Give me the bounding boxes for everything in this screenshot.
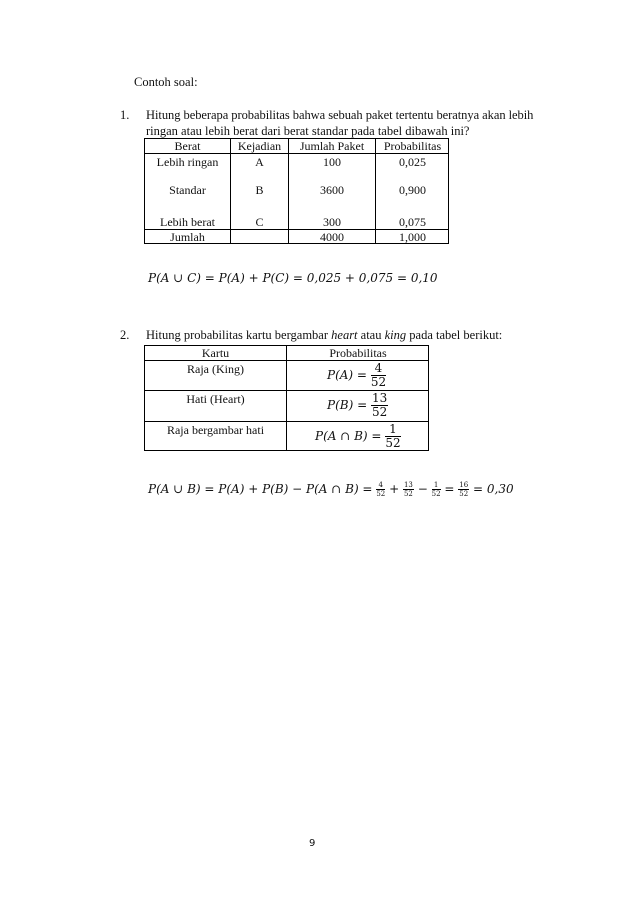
fraction-denominator: 52 bbox=[431, 490, 441, 498]
fraction-denominator: 52 bbox=[370, 375, 387, 389]
table-cell: 3600 bbox=[320, 183, 344, 197]
prob-lhs: P(B) = bbox=[327, 398, 368, 412]
table-cell: Hati (Heart) bbox=[186, 392, 245, 406]
header-jumlah-paket: Jumlah Paket bbox=[299, 139, 365, 153]
header-kejadian: Kejadian bbox=[237, 139, 282, 153]
q2-text-heart: heart bbox=[331, 328, 358, 342]
header-probabilitas: Probabilitas bbox=[383, 139, 442, 153]
fraction-numerator: 4 bbox=[376, 481, 385, 490]
header-berat: Berat bbox=[174, 139, 201, 153]
fraction-numerator: 13 bbox=[403, 481, 413, 489]
total-label: Jumlah bbox=[170, 230, 205, 244]
q2-number: 2. bbox=[120, 328, 130, 342]
table-cell: 100 bbox=[323, 155, 341, 169]
table-cell: C bbox=[255, 215, 264, 229]
table-cell: A bbox=[255, 155, 264, 169]
page-number: 9 bbox=[309, 838, 316, 849]
q2-text-part: atau bbox=[357, 328, 385, 342]
q1-text-line1: Hitung beberapa probabilitas bahwa sebuah paket tertentu beratnya akan lebih bbox=[146, 108, 534, 122]
fraction-denominator: 52 bbox=[376, 490, 386, 498]
prob-formula bbox=[315, 423, 401, 450]
fraction bbox=[371, 362, 386, 389]
q1-formula: P(A ∪ C) = P(A) + P(C) = 0,025 + 0,075 = 0,10 bbox=[148, 271, 438, 285]
card-table bbox=[144, 345, 429, 451]
header-kartu: Kartu bbox=[201, 346, 230, 360]
formula-result: = 0,30 bbox=[473, 482, 514, 496]
fraction bbox=[403, 481, 414, 498]
q2-formula bbox=[148, 481, 514, 498]
table-cell: Raja (King) bbox=[187, 362, 244, 376]
table-cell: 300 bbox=[323, 215, 341, 229]
operator: = bbox=[444, 482, 455, 496]
fraction-denominator: 52 bbox=[459, 490, 469, 498]
table-cell: Standar bbox=[169, 183, 206, 197]
table-cell: 0,900 bbox=[399, 183, 426, 197]
header-probabilitas: Probabilitas bbox=[329, 346, 387, 360]
q2-text-king: king bbox=[384, 328, 407, 342]
table-cell: B bbox=[255, 183, 264, 197]
fraction-numerator: 13 bbox=[371, 391, 388, 405]
q2-text-part: pada tabel berikut: bbox=[406, 328, 503, 342]
fraction-numerator: 1 bbox=[432, 481, 441, 490]
fraction-numerator: 1 bbox=[385, 423, 400, 437]
page-heading: Contoh soal: bbox=[134, 75, 198, 89]
table-cell: 0,075 bbox=[399, 215, 426, 229]
table-cell: Lebih berat bbox=[160, 215, 215, 229]
total-probabilitas: 1,000 bbox=[399, 230, 426, 244]
fraction-denominator: 52 bbox=[371, 405, 388, 419]
prob-formula bbox=[327, 392, 388, 419]
prob-formula bbox=[327, 362, 386, 389]
fraction bbox=[385, 423, 400, 450]
operator: − bbox=[417, 482, 428, 496]
table-cell: Lebih ringan bbox=[156, 155, 219, 169]
prob-lhs: P(A) = bbox=[327, 368, 367, 382]
fraction bbox=[432, 481, 441, 498]
fraction bbox=[371, 392, 388, 419]
operator: + bbox=[389, 482, 400, 496]
table-cell: Raja bergambar hati bbox=[166, 423, 265, 437]
weight-table bbox=[144, 138, 449, 244]
fraction-numerator: 16 bbox=[459, 481, 469, 489]
table-cell: 0,025 bbox=[399, 155, 426, 169]
fraction-numerator: 4 bbox=[371, 362, 386, 376]
fraction-denominator: 52 bbox=[403, 490, 413, 498]
q1-number: 1. bbox=[120, 108, 130, 122]
fraction bbox=[376, 481, 385, 498]
q1-text-line2: ringan atau lebih berat dari berat standar pada tabel dibawah ini? bbox=[146, 124, 470, 138]
fraction bbox=[458, 481, 469, 498]
total-jumlah: 4000 bbox=[320, 230, 344, 244]
formula-lhs: P(A ∪ B) = P(A) + P(B) − P(A ∩ B) = bbox=[148, 482, 373, 496]
fraction-denominator: 52 bbox=[385, 436, 401, 450]
q2-text-part: Hitung probabilitas kartu bergambar bbox=[146, 328, 332, 342]
q2-text bbox=[146, 328, 502, 343]
prob-lhs: P(A ∩ B) = bbox=[315, 429, 382, 443]
